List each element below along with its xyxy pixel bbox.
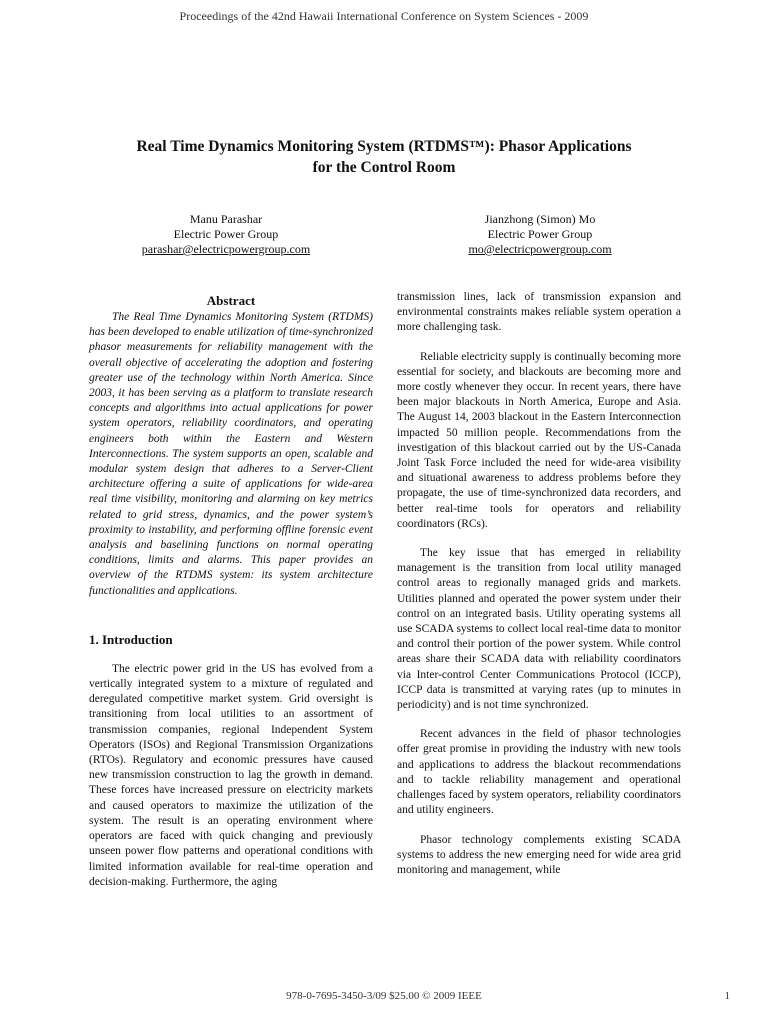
page-number: 1: [724, 990, 730, 1002]
continued-paragraph: transmission lines, lack of transmission expansion and environmental constraints makes reliable system operation a more challenging task.: [397, 291, 681, 334]
abstract-text: The Real Time Dynamics Monitoring System (RTDMS) has been developed to enable utilization of time-synchronized phasor measurements for reliability management with the overall objective of accelerating the adoption and fostering greater use of the technology within North America. Since 2003, it has been serving as a platform to translate research concepts and algorithms into actual applications for power system operators, reliability coordinators, and operating engineers both within the Eastern and Western Interconnections. The system supports an open, scalable and modular system design that adheres to a Server-Client architecture offering a suite of applications for wide-area real time visibility, monitoring and alarming on key metrics related to grid stress, dynamics, and the power system’s proximity to instability, and performing offline forensic event analysis and baselining functions on normal operating conditions, limits and alarms. This paper provides an overview of the RTDMS system: its system architecture functionalities and applications.: [89, 311, 373, 597]
copyright-footer: 978-0-7695-3450-3/09 $25.00 © 2009 IEEE: [286, 990, 482, 1002]
left-column: [89, 292, 373, 890]
author-affiliation: Electric Power Group: [487, 227, 593, 241]
author-affiliation: Electric Power Group: [173, 227, 279, 241]
running-header: Proceedings of the 42nd Hawaii International Conference on System Sciences - 2009: [179, 9, 589, 23]
introduction-paragraph-1: The electric power grid in the US has evolved from a vertically integrated system to a mixture of regulated and deregulated competitive market system. Grid oversight is transitioning from local utilities to an assortment of transmission companies, regional Independent System Operators (ISOs) and Regional Transmission Organizations (RTOs). Regulatory and economic pressures have caused new transmission construction to lag the growth in demand. These forces have increased pressure on electricity markets and caused operators to maximize the utilization of the system. The result is an operating environment where operators are faced with quick changing and previously unseen power flow patterns and operational conditions with limited information available for real-time operation and decision-making. Furthermore, the aging: [89, 662, 373, 888]
paragraph-key-issue: The key issue that has emerged in reliability management is the transition from local utility managed control areas to regionally managed grids and markets. Utilities planned and operated the power system under their control on an integrated basis. Utility operating systems all use SCADA systems to collect local real-time data to monitor and control their portion of the power system. While control areas share their SCADA data with reliability coordinators via Inter-control Center Communications Protocol (ICCP), ICCP data is transmitted at varying rates (up to minutes in periodicity) and is not time synchronized.: [397, 547, 681, 712]
title-line-2: for the Control Room: [312, 159, 456, 176]
title-line-1: Real Time Dynamics Monitoring System (RTDMS™): Phasor Applications: [136, 138, 632, 155]
author-email-link[interactable]: mo@electricpowergroup.com: [468, 242, 612, 256]
author-email-link[interactable]: parashar@electricpowergroup.com: [141, 242, 311, 256]
author-block-2: [410, 212, 670, 257]
abstract-heading: Abstract: [206, 293, 256, 308]
right-column: [397, 290, 681, 892]
paragraph-reliable-supply: Reliable electricity supply is continually becoming more essential for society, and blackouts are becoming more and more costly whenever they occur. In recent years, there have been major blackouts in North America, Europe and Asia. The August 14, 2003 blackout in the Eastern Interconnection impacted 50 million people. Recommendations from the investigation of this blackout carried out by the US-Canada Joint Task Force included the need for wide-area visibility and situational awareness to address problems before they propagate, the use of time-synchronized data recorders, and better real-time tools for operators and reliability coordinators (RCs).: [397, 350, 681, 530]
introduction-heading: 1. Introduction: [89, 631, 173, 647]
paragraph-phasor-technology: Phasor technology complements existing SCADA systems to address the new emerging need for wide area grid monitoring and management, while: [397, 833, 681, 876]
author-name: Manu Parashar: [189, 212, 263, 226]
author-block-1: [96, 212, 356, 257]
paper-title: [60, 136, 708, 178]
paragraph-recent-advances: Recent advances in the field of phasor technologies offer great promise in providing the industry with new tools and applications to address the blackout recommendations and to tackle reliability management and operational challenges faced by system operators, reliability coordinators and utility engineers.: [397, 728, 681, 817]
author-name: Jianzhong (Simon) Mo: [484, 212, 596, 226]
